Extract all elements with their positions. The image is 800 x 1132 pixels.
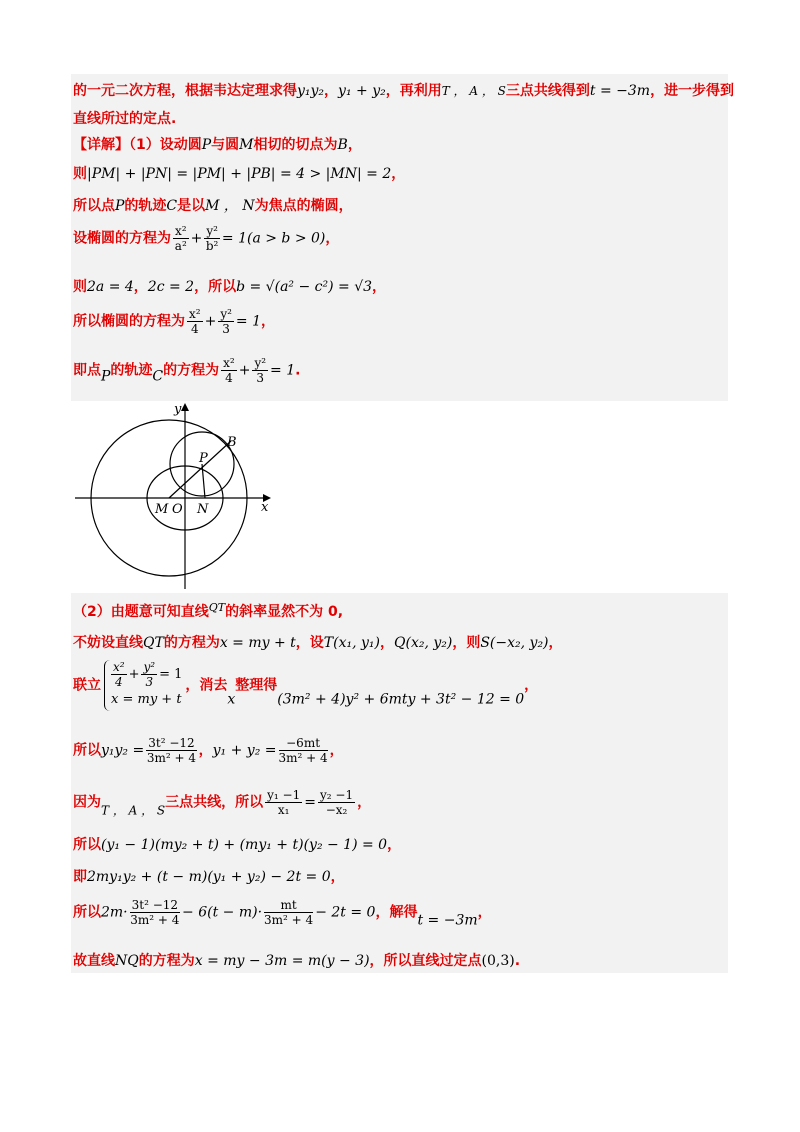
text: 的方程为 bbox=[138, 953, 195, 969]
math-expr: |PM| + |PN| = |PM| + |PB| = 4 > |MN| = 2 bbox=[87, 166, 392, 182]
label-b: B bbox=[227, 435, 237, 450]
text: ，所以 bbox=[194, 279, 237, 295]
text-line-7: 则2a = 4，2c = 2，所以b = √(a² − c²) = √3， bbox=[73, 279, 387, 295]
part2-line-7 bbox=[73, 866, 345, 886]
text-line-1 bbox=[73, 80, 734, 100]
math-expr: M bbox=[239, 137, 254, 153]
text: 为焦点的椭圆， bbox=[254, 198, 353, 214]
text: 的斜率显然不为 0, bbox=[225, 604, 344, 620]
system-row-2: x = my + t bbox=[111, 692, 182, 707]
text: （1）设动圆 bbox=[129, 137, 202, 153]
math-expr: = 1(a > b > 0) bbox=[221, 230, 326, 247]
text: ，解得 bbox=[375, 904, 418, 921]
math-expr: P bbox=[115, 198, 125, 214]
equation-system: $\frac{\text{x²}}{4}$ + $\frac{\text{y²}}{3}$ = 1 x = my + t bbox=[104, 660, 182, 711]
text: 则 bbox=[73, 166, 87, 182]
part2-line-2: 不妨设直线QT的方程为x = my + t，设T(x₁, y₁)，Q(x₂, y₂)，则S(−x₂, y₂)， bbox=[73, 635, 563, 651]
math-expr: y₁y₂ bbox=[297, 83, 325, 99]
text: 即点 bbox=[73, 362, 101, 379]
text: 整理得 bbox=[235, 677, 278, 694]
math-expr: x bbox=[227, 691, 236, 708]
text: ， bbox=[261, 313, 275, 330]
math-expr: NQ bbox=[115, 953, 139, 969]
math-expr: P bbox=[101, 368, 111, 385]
text: 直线所过的定点. bbox=[73, 111, 177, 127]
text: . bbox=[295, 362, 301, 379]
math-expr: = 1 bbox=[270, 362, 296, 379]
text: ， bbox=[325, 230, 340, 247]
text: （2）由题意可知直线 bbox=[73, 604, 209, 620]
part2-line-8 bbox=[73, 898, 492, 929]
text: 联立 bbox=[73, 677, 101, 694]
label-o: O bbox=[172, 502, 183, 517]
text: ， bbox=[330, 869, 345, 885]
part2-line-9 bbox=[73, 950, 520, 970]
text: ， bbox=[548, 635, 563, 651]
text: ， bbox=[329, 742, 344, 759]
text: ， bbox=[391, 166, 406, 182]
text: 三点共线，所以 bbox=[165, 794, 264, 811]
math-expr: (y₁ − 1)(my₂ + t) + (my₁ + t)(y₂ − 1) = 0 bbox=[101, 837, 388, 853]
text: ，消去 bbox=[185, 677, 228, 694]
text: ，再利用 bbox=[385, 83, 442, 99]
detail-tag: 【详解】 bbox=[73, 137, 129, 153]
math-expr: t = −3m bbox=[589, 83, 651, 99]
fraction: $\frac{\text{y₁ −1}}{\text{x₁}}$ bbox=[267, 788, 301, 817]
label-p: P bbox=[199, 451, 208, 466]
part2-line-3 bbox=[73, 660, 538, 711]
math-expr: T ， A ， S bbox=[441, 84, 506, 98]
fraction: $\frac{\text{y₂ −1}}{\text{−x₂}}$ bbox=[319, 788, 354, 817]
text-line-9: 即点P的轨迹C的方程为 $\frac{\text{x²}}{4}$ + $\frac{\text{y²}}{3}$ = 1. bbox=[73, 356, 301, 385]
text: 不妨设直线 bbox=[73, 635, 143, 651]
text: 三点共线得到 bbox=[505, 83, 590, 99]
figure-background bbox=[71, 401, 272, 593]
math-expr: − 6(t − m)· bbox=[182, 904, 263, 921]
math-expr: 2c = 2 bbox=[147, 279, 195, 295]
math-expr: T(x₁, y₁) bbox=[323, 635, 380, 651]
label-x: x bbox=[261, 500, 269, 515]
math-expr: M ， N bbox=[205, 198, 255, 214]
part2-line-1 bbox=[73, 601, 343, 621]
text: ，进一步得到 bbox=[650, 83, 735, 99]
math-expr: 2a = 4 bbox=[87, 279, 134, 295]
math-expr: (0,3) bbox=[481, 953, 515, 969]
text-line-6: 设椭圆的方程为 $\frac{\text{x²}}{\text{a²}}$ + $\frac{\text{y²}}{\text{b²}}$ = 1(a > b > 0)， bbox=[73, 224, 340, 253]
text: ，则 bbox=[452, 635, 481, 651]
math-expr: QT bbox=[208, 601, 226, 614]
text: 所以点 bbox=[73, 198, 115, 214]
math-expr: x = my − 3m = m(y − 3) bbox=[194, 953, 370, 969]
math-expr: y₁y₂ = bbox=[101, 742, 145, 759]
text-line-5 bbox=[73, 195, 353, 215]
label-m: M bbox=[155, 502, 169, 517]
text-line-4 bbox=[73, 163, 405, 183]
math-expr: 2m· bbox=[101, 904, 128, 921]
text: 即 bbox=[73, 869, 87, 885]
text: ， bbox=[372, 279, 387, 295]
text: 所以 bbox=[73, 742, 101, 759]
fraction: $\frac{mt}{\text{3m² + 4}}$ bbox=[264, 898, 314, 927]
text-line-2 bbox=[73, 108, 176, 128]
math-expr: B bbox=[337, 137, 348, 153]
fraction: $\frac{\text{y²}}{3}$ bbox=[254, 356, 267, 385]
text: 的轨迹 bbox=[110, 362, 153, 379]
math-expr: 2my₁y₂ + (t − m)(y₁ + y₂) − 2t = 0 bbox=[87, 869, 331, 885]
text: 的轨迹 bbox=[124, 198, 167, 214]
math-expr: C bbox=[166, 198, 178, 214]
text: ，所以直线过定点 bbox=[369, 953, 482, 969]
text: 相切的切点为 bbox=[253, 137, 338, 153]
text: 设椭圆的方程为 bbox=[73, 230, 171, 247]
fraction: $\frac{-6mt}{\text{3m² + 4}}$ bbox=[278, 736, 328, 765]
text: ， bbox=[347, 137, 362, 153]
fraction: $\frac{\text{x²}}{4}$ bbox=[223, 356, 235, 385]
math-expr: t = −3m bbox=[417, 912, 478, 929]
text: 所以椭圆的方程为 bbox=[73, 313, 185, 330]
text: 的方程为 bbox=[163, 362, 220, 379]
fraction: $\frac{\text{3t² −12}}{\text{3m² + 4}}$ bbox=[146, 736, 197, 765]
text: 所以 bbox=[73, 904, 101, 921]
text: 的一元二次方程，根据韦达定理求得 bbox=[73, 83, 297, 99]
text: . bbox=[514, 953, 521, 969]
fraction: $\frac{\text{y²}}{\text{b²}}$ bbox=[205, 224, 219, 253]
math-expr: C bbox=[152, 368, 164, 385]
math-expr: y₁ + y₂ bbox=[338, 83, 386, 99]
part2-line-5: 因为T ， A ， S三点共线，所以 $\frac{\text{y₁ −1}}{\text{x₁}}$ = $\frac{\text{y₂ −1}}{\text{−x₂}}$ ， bbox=[73, 788, 372, 818]
math-expr: T ， A ， S bbox=[101, 803, 166, 818]
part2-line-6 bbox=[73, 834, 401, 854]
ellipse-circles-figure bbox=[71, 401, 272, 593]
text-line-8: 所以椭圆的方程为 $\frac{\text{x²}}{4}$ + $\frac{\text{y²}}{3}$ = 1， bbox=[73, 307, 275, 336]
math-expr: x = my + t bbox=[219, 635, 296, 651]
math-expr: S(−x₂, y₂) bbox=[480, 635, 549, 651]
math-expr: Q(x₂, y₂) bbox=[394, 635, 453, 651]
label-n: N bbox=[197, 502, 209, 517]
text: 因为 bbox=[73, 794, 101, 811]
math-expr: − 2t = 0 bbox=[315, 904, 376, 921]
math-expr: b = √(a² − c²) = √3 bbox=[236, 279, 373, 295]
fraction: $\frac{\text{x²}}{4}$ bbox=[189, 307, 201, 336]
math-expr: (3m² + 4)y² + 6mty + 3t² − 12 = 0 bbox=[277, 691, 525, 708]
text: 所以 bbox=[73, 837, 101, 853]
text: ，设 bbox=[295, 635, 324, 651]
text: ， bbox=[357, 794, 372, 811]
label-y: y bbox=[174, 402, 182, 417]
text-line-3 bbox=[73, 134, 362, 154]
text: 的方程为 bbox=[163, 635, 220, 651]
text: 是以 bbox=[177, 198, 206, 214]
fraction: $\frac{\text{y²}}{3}$ bbox=[220, 307, 232, 336]
text: 与圆 bbox=[211, 137, 240, 153]
text: ， bbox=[524, 677, 539, 694]
fraction: $\frac{\text{3t² −12}}{\text{3m² + 4}}$ bbox=[130, 898, 180, 927]
text: 则 bbox=[73, 279, 87, 295]
fraction: $\frac{\text{x²}}{\text{a²}}$ bbox=[174, 224, 187, 253]
math-expr: P bbox=[201, 137, 212, 153]
text: 故直线 bbox=[73, 953, 115, 969]
math-expr: QT bbox=[143, 635, 164, 651]
part2-line-4: 所以y₁y₂ = $\frac{\text{3t² −12}}{\text{3m² + 4}}$ ，y₁ + y₂ = $\frac{-6mt}{\text{3m² + 4}}$ ， bbox=[73, 736, 344, 765]
text: ， bbox=[324, 83, 339, 99]
math-expr: y₁ + y₂ = bbox=[212, 742, 277, 759]
math-expr: = 1 bbox=[235, 313, 261, 330]
text: ， bbox=[387, 837, 402, 853]
text: ， bbox=[477, 904, 492, 921]
